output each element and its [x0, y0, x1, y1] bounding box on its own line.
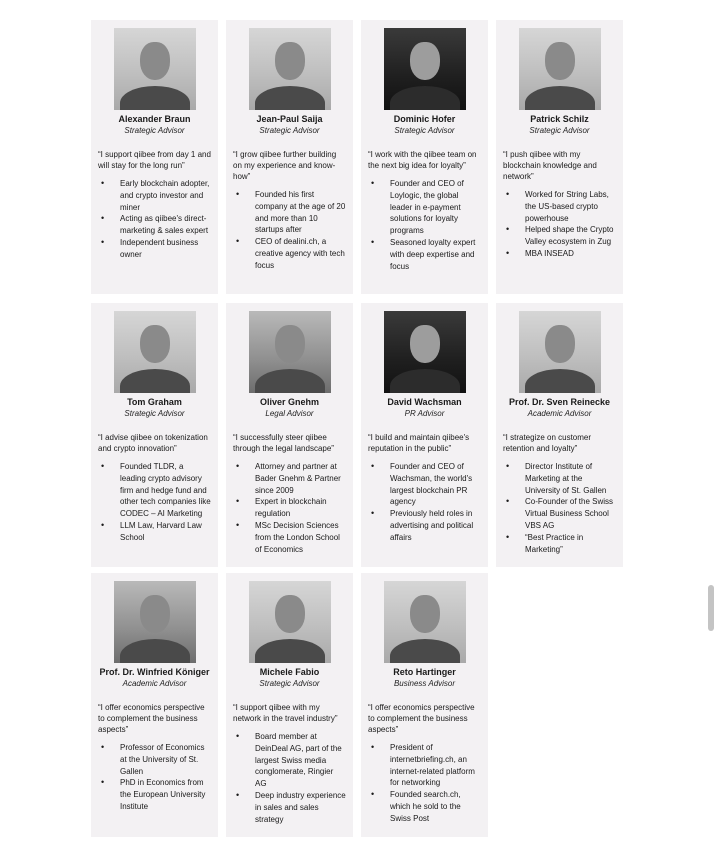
advisor-bullet: • Expert in blockchain regulation — [233, 496, 346, 520]
photo-head — [140, 325, 170, 363]
photo-shoulders — [525, 369, 595, 393]
advisor-role: Legal Advisor — [265, 409, 314, 418]
advisor-quote: “I offer economics perspective to complement the business aspects” — [98, 703, 205, 734]
advisor-quote: “I grow qiibee further building on my experience and know-how” — [233, 150, 337, 181]
photo-head — [410, 595, 440, 633]
photo-head — [275, 595, 305, 633]
advisor-bullet: • Founded his first company at the age of 20 and more than 10 startups after — [233, 189, 346, 236]
advisor-name: Patrick Schilz — [530, 114, 589, 124]
advisor-card — [361, 20, 488, 294]
advisor-name: Jean-Paul Saija — [256, 114, 323, 124]
advisor-name: Prof. Dr. Sven Reinecke — [508, 397, 611, 407]
photo-shoulders — [255, 369, 325, 393]
photo-shoulders — [390, 369, 460, 393]
photo-head — [545, 325, 575, 363]
advisor-bullet-list — [233, 731, 346, 825]
advisor-card — [496, 303, 623, 567]
advisor-quote: “I strategize on customer retention and loyalty” — [503, 433, 592, 453]
advisor-bullet: • Previously held roles in advertising and political affairs — [368, 508, 481, 543]
advisor-card — [226, 20, 353, 294]
advisor-photo — [114, 28, 196, 110]
advisor-bullet: • Director Institute of Marketing at the University of St. Gallen — [503, 461, 616, 496]
scrollbar-thumb[interactable] — [708, 585, 714, 631]
advisor-bullet: • Founded TLDR, a leading crypto advisory firm and hedge fund and other tech companies like CODEC – AI Marketing — [98, 461, 211, 520]
photo-head — [275, 325, 305, 363]
advisor-name: Reto Hartinger — [393, 667, 456, 677]
advisor-bullet: • MSc Decision Sciences from the London School of Economics — [233, 520, 346, 555]
photo-shoulders — [255, 639, 325, 663]
advisor-quote: “I support qiibee with my network in the travel industry” — [233, 703, 338, 723]
advisor-bullet-list — [368, 742, 481, 825]
advisor-bullet: • PhD in Economics from the European University Institute — [98, 777, 211, 812]
advisor-bullet-list — [233, 461, 346, 555]
advisor-name: Oliver Gnehm — [259, 397, 320, 407]
advisor-name: Dominic Hofer — [393, 114, 456, 124]
advisor-quote: “I advise qiibee on tokenization and crypto innovation” — [98, 433, 208, 453]
advisor-photo — [519, 311, 601, 393]
advisor-quote: “I build and maintain qiibee's reputation in the public” — [368, 433, 470, 453]
advisor-bullet: • Founder and CEO of Loylogic, the global leader in e-payment solutions for loyalty programs — [368, 178, 481, 237]
advisor-bullet-list — [98, 742, 211, 813]
advisor-bullet: • CEO of dealini.ch, a creative agency with tech focus — [233, 236, 346, 271]
advisor-bullet-list — [368, 461, 481, 544]
advisor-quote: “I offer economics perspective to complement the business aspects” — [368, 703, 475, 734]
advisor-role: Strategic Advisor — [124, 126, 185, 135]
advisor-bullet: • Founded search.ch, which he sold to the Swiss Post — [368, 789, 481, 824]
advisor-card — [91, 20, 218, 294]
advisor-photo — [249, 581, 331, 663]
advisor-card — [226, 573, 353, 837]
advisor-name: Alexander Braun — [118, 114, 191, 124]
photo-shoulders — [390, 86, 460, 110]
advisor-bullet: • Attorney and partner at Bader Gnehm & Partner since 2009 — [233, 461, 346, 496]
photo-shoulders — [120, 369, 190, 393]
advisor-role: Strategic Advisor — [124, 409, 185, 418]
advisor-photo — [114, 311, 196, 393]
advisor-bullet: • “Best Practice in Marketing” — [503, 532, 616, 556]
advisor-photo — [384, 311, 466, 393]
advisor-card — [496, 20, 623, 294]
advisor-bullet: • Helped shape the Crypto Valley ecosystem in Zug — [503, 224, 616, 248]
advisor-bullet: • Founder and CEO of Wachsman, the world's largest blockchain PR agency — [368, 461, 481, 508]
advisor-role: Strategic Advisor — [259, 679, 320, 688]
photo-shoulders — [120, 639, 190, 663]
advisor-bullet: • Board member at DeinDeal AG, part of the largest Swiss media conglomerate, Ringier AG — [233, 731, 346, 790]
advisor-photo — [114, 581, 196, 663]
advisor-bullet-list — [98, 461, 211, 544]
advisor-photo — [519, 28, 601, 110]
advisor-bullet: • President of internetbriefing.ch, an internet-related platform for networking — [368, 742, 481, 789]
advisor-photo — [384, 28, 466, 110]
advisor-card — [91, 303, 218, 567]
advisor-quote: “I work with the qiibee team on the next big idea for loyalty” — [368, 150, 477, 170]
advisor-card — [361, 573, 488, 837]
advisor-role: Strategic Advisor — [529, 126, 590, 135]
advisor-bullet-list — [503, 189, 616, 260]
advisor-role: Business Advisor — [393, 679, 456, 688]
advisor-role: Academic Advisor — [122, 679, 187, 688]
advisor-bullet: • Acting as qiibee's direct-marketing & sales expert — [98, 213, 211, 237]
photo-head — [410, 42, 440, 80]
photo-shoulders — [525, 86, 595, 110]
photo-head — [545, 42, 575, 80]
advisor-name: Prof. Dr. Winfried Königer — [99, 667, 210, 677]
advisor-bullet: • Independent business owner — [98, 237, 211, 261]
photo-shoulders — [120, 86, 190, 110]
photo-head — [275, 42, 305, 80]
advisor-bullet: • MBA INSEAD — [503, 248, 616, 260]
advisor-name: David Wachsman — [387, 397, 462, 407]
advisor-photo — [249, 311, 331, 393]
advisor-bullet-list — [368, 178, 481, 272]
advisor-name: Michele Fabio — [259, 667, 320, 677]
photo-head — [140, 595, 170, 633]
advisor-role: Strategic Advisor — [394, 126, 455, 135]
advisor-photo — [249, 28, 331, 110]
advisor-bullet-list — [503, 461, 616, 555]
advisor-role: PR Advisor — [404, 409, 445, 418]
advisor-quote: “I successfully steer qiibee through the legal landscape” — [233, 433, 334, 453]
advisor-bullet: • Co-Founder of the Swiss Virtual Business School VBS AG — [503, 496, 616, 531]
photo-shoulders — [390, 639, 460, 663]
advisor-bullet-list — [98, 178, 211, 261]
advisor-bullet-list — [233, 189, 346, 272]
photo-shoulders — [255, 86, 325, 110]
advisor-bullet: • Early blockchain adopter, and crypto investor and miner — [98, 178, 211, 213]
advisor-role: Strategic Advisor — [259, 126, 320, 135]
advisor-card — [361, 303, 488, 567]
advisor-card — [91, 573, 218, 837]
advisor-quote: “I support qiibee from day 1 and will stay for the long run” — [98, 150, 211, 170]
advisor-quote: “I push qiibee with my blockchain knowledge and network” — [503, 150, 597, 181]
advisor-card — [226, 303, 353, 567]
photo-head — [410, 325, 440, 363]
advisor-photo — [384, 581, 466, 663]
advisor-bullet: • Seasoned loyalty expert with deep expertise and focus — [368, 237, 481, 272]
photo-head — [140, 42, 170, 80]
advisor-bullet: • Worked for String Labs, the US-based crypto powerhouse — [503, 189, 616, 224]
advisor-name: Tom Graham — [127, 397, 182, 407]
advisor-bullet: • LLM Law, Harvard Law School — [98, 520, 211, 544]
advisor-bullet: • Deep industry experience in sales and sales strategy — [233, 790, 346, 825]
advisor-role: Academic Advisor — [527, 409, 592, 418]
advisor-bullet: • Professor of Economics at the University of St. Gallen — [98, 742, 211, 777]
